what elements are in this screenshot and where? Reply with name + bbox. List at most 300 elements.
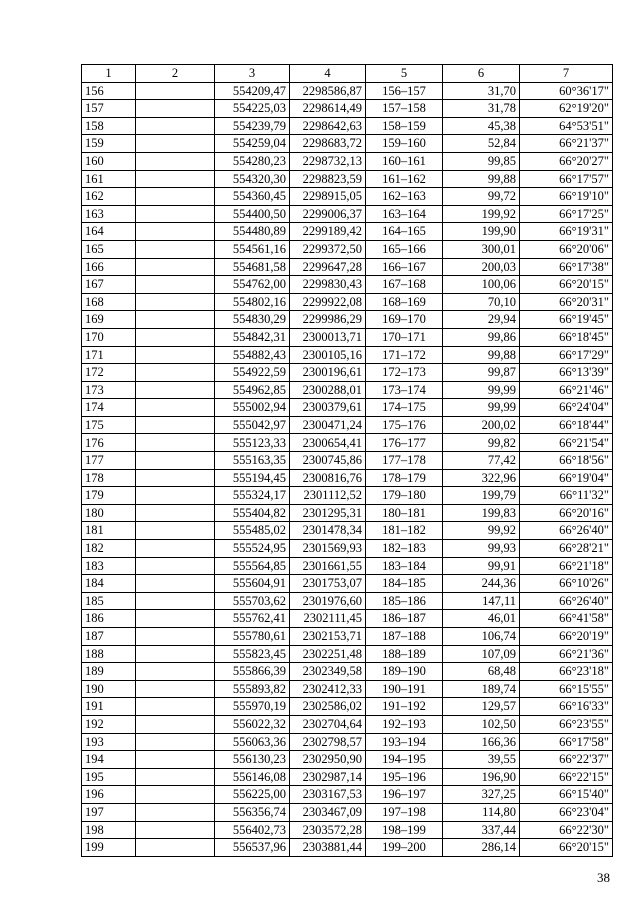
table-cell: 2302987,14 [290,768,366,786]
table-cell: 195 [82,768,136,786]
table-cell: 2298732,13 [290,152,366,170]
table-cell [136,698,215,716]
table-cell: 161–162 [366,170,443,188]
table-cell: 99,88 [443,346,520,364]
table-cell: 199,92 [443,205,520,223]
header-cell: 5 [366,65,443,83]
table-cell: 100,06 [443,276,520,294]
table-row [82,680,613,698]
table-cell: 2299647,28 [290,258,366,276]
table-cell: 166 [82,258,136,276]
table-cell: 99,88 [443,170,520,188]
table-cell: 192 [82,715,136,733]
table-cell: 554259,04 [215,135,290,153]
table-cell: 286,14 [443,839,520,857]
header-cell: 4 [290,65,366,83]
table-cell: 175 [82,416,136,434]
table-cell: 555564,85 [215,557,290,575]
header-cell: 3 [215,65,290,83]
table-cell: 66°20'16" [520,504,613,522]
table-cell: 66°28'21" [520,540,613,558]
table-cell: 183–184 [366,557,443,575]
table-row [82,328,613,346]
table-cell: 66°20'15" [520,839,613,857]
table-cell: 2300816,76 [290,469,366,487]
table-cell: 177 [82,452,136,470]
table-cell: 66°20'06" [520,240,613,258]
table-cell: 66°24'04" [520,399,613,417]
table-cell [136,311,215,329]
table-cell: 555194,45 [215,469,290,487]
table-cell [136,135,215,153]
table-cell: 554239,79 [215,117,290,135]
table-cell: 60°36'17" [520,82,613,100]
table-cell: 555324,17 [215,487,290,505]
table-row [82,821,613,839]
table-cell: 176 [82,434,136,452]
table-cell: 194–195 [366,751,443,769]
table-cell: 186–187 [366,610,443,628]
table-cell: 2301661,55 [290,557,366,575]
table-cell: 555123,33 [215,434,290,452]
table-cell [136,821,215,839]
table-cell: 556402,73 [215,821,290,839]
table-row [82,698,613,716]
table-cell: 45,38 [443,117,520,135]
table-cell [136,803,215,821]
table-cell: 64°53'51" [520,117,613,135]
table-cell: 554360,45 [215,188,290,206]
table-cell: 99,93 [443,540,520,558]
table-row [82,381,613,399]
table-cell: 199–200 [366,839,443,857]
table-cell: 66°13'39" [520,364,613,382]
table-cell: 2300471,24 [290,416,366,434]
table-cell: 2302586,02 [290,698,366,716]
table-cell [136,117,215,135]
table-cell [136,504,215,522]
table-row [82,364,613,382]
table-cell: 191 [82,698,136,716]
table-cell: 193 [82,733,136,751]
table-cell [136,733,215,751]
table-cell: 555604,91 [215,575,290,593]
table-body [82,65,613,857]
table-row [82,188,613,206]
table-cell: 66°21'18" [520,557,613,575]
table-cell: 189,74 [443,680,520,698]
table-cell: 158 [82,117,136,135]
table-cell [136,628,215,646]
table-cell [136,839,215,857]
table-cell: 77,42 [443,452,520,470]
table-cell: 179–180 [366,487,443,505]
table-cell: 165–166 [366,240,443,258]
table-cell: 173 [82,381,136,399]
table-cell: 555163,35 [215,452,290,470]
table-row [82,117,613,135]
table-row [82,276,613,294]
table-cell [136,575,215,593]
table-cell [136,434,215,452]
table-cell: 191–192 [366,698,443,716]
table-cell: 200,03 [443,258,520,276]
table-row [82,205,613,223]
table-cell: 66°19'31" [520,223,613,241]
table-cell: 159 [82,135,136,153]
table-cell [136,205,215,223]
table-cell: 66°19'45" [520,311,613,329]
table-row [82,399,613,417]
table-row [82,803,613,821]
table-cell: 129,57 [443,698,520,716]
table-cell: 159–160 [366,135,443,153]
table-cell: 163–164 [366,205,443,223]
table-cell: 66°17'38" [520,258,613,276]
table-row [82,487,613,505]
table-row [82,522,613,540]
table-cell: 2299830,43 [290,276,366,294]
table-cell: 556537,96 [215,839,290,857]
table-cell: 66°19'04" [520,469,613,487]
table-cell: 196–197 [366,786,443,804]
table-cell [136,751,215,769]
table-cell [136,522,215,540]
table-cell: 174–175 [366,399,443,417]
table-cell: 99,99 [443,381,520,399]
table-cell: 161 [82,170,136,188]
table-cell: 555762,41 [215,610,290,628]
table-cell: 554762,00 [215,276,290,294]
table-row [82,557,613,575]
table-cell: 199,83 [443,504,520,522]
table-cell: 555893,82 [215,680,290,698]
table-cell: 156 [82,82,136,100]
table-cell: 172 [82,364,136,382]
table-cell: 190–191 [366,680,443,698]
table-row [82,733,613,751]
table-cell: 173–174 [366,381,443,399]
table-cell: 2299372,50 [290,240,366,258]
table-cell: 2303467,09 [290,803,366,821]
table-cell: 66°15'40" [520,786,613,804]
table-cell: 179 [82,487,136,505]
table-cell: 167 [82,276,136,294]
table-cell: 2301112,52 [290,487,366,505]
table-cell: 66°19'10" [520,188,613,206]
table-cell: 66°20'31" [520,293,613,311]
table-cell: 196,90 [443,768,520,786]
table-row [82,663,613,681]
table-row [82,575,613,593]
table-cell: 2298642,63 [290,117,366,135]
table-cell: 66°11'32" [520,487,613,505]
table-cell: 66°23'18" [520,663,613,681]
table-cell: 187 [82,628,136,646]
table-cell: 2300379,61 [290,399,366,417]
table-cell: 2302251,48 [290,645,366,663]
table-cell [136,346,215,364]
table-cell: 68,48 [443,663,520,681]
table-cell: 2299006,37 [290,205,366,223]
table-cell: 170 [82,328,136,346]
table-row [82,416,613,434]
table-cell: 555823,45 [215,645,290,663]
table-cell: 62°19'20" [520,100,613,118]
table-cell: 198 [82,821,136,839]
table-cell: 554225,03 [215,100,290,118]
table-cell: 147,11 [443,592,520,610]
table-cell: 157 [82,100,136,118]
table-cell: 2300654,41 [290,434,366,452]
table-row [82,152,613,170]
table-cell: 2302412,33 [290,680,366,698]
table-cell: 170–171 [366,328,443,346]
table-cell [136,328,215,346]
header-cell: 6 [443,65,520,83]
table-cell: 66°22'37" [520,751,613,769]
table-cell: 195–196 [366,768,443,786]
table-cell: 160–161 [366,152,443,170]
table-cell: 199,79 [443,487,520,505]
table-cell: 158–159 [366,117,443,135]
table-cell: 2302798,57 [290,733,366,751]
table-cell: 2301753,07 [290,575,366,593]
table-cell: 555485,02 [215,522,290,540]
table-cell: 189 [82,663,136,681]
table-cell: 555780,61 [215,628,290,646]
table-cell: 66°21'37" [520,135,613,153]
table-row [82,610,613,628]
table-cell: 99,92 [443,522,520,540]
table-cell: 66°18'44" [520,416,613,434]
table-cell: 554681,58 [215,258,290,276]
table-cell: 2298823,59 [290,170,366,188]
table-cell [136,715,215,733]
table-cell: 2301569,93 [290,540,366,558]
table-cell: 178–179 [366,469,443,487]
table-cell: 337,44 [443,821,520,839]
table-cell [136,610,215,628]
table-row [82,135,613,153]
table-cell: 66°17'29" [520,346,613,364]
table-cell: 184–185 [366,575,443,593]
table-cell: 175–176 [366,416,443,434]
table-cell: 66°41'58" [520,610,613,628]
table-cell: 102,50 [443,715,520,733]
table-cell: 194 [82,751,136,769]
table-cell: 554561,16 [215,240,290,258]
table-cell: 162 [82,188,136,206]
table-row [82,258,613,276]
table-cell: 177–178 [366,452,443,470]
table-cell: 183 [82,557,136,575]
table-cell: 176–177 [366,434,443,452]
table-cell [136,592,215,610]
table-cell: 188 [82,645,136,663]
table-cell: 66°16'33" [520,698,613,716]
table-row [82,786,613,804]
table-cell [136,170,215,188]
table-cell [136,768,215,786]
table-cell: 163 [82,205,136,223]
table-cell: 52,84 [443,135,520,153]
table-cell: 66°20'15" [520,276,613,294]
table-cell: 2303572,28 [290,821,366,839]
table-cell: 66°18'45" [520,328,613,346]
table-cell: 188–189 [366,645,443,663]
table-row [82,82,613,100]
table-cell: 106,74 [443,628,520,646]
header-cell: 1 [82,65,136,83]
table-cell: 66°26'40" [520,522,613,540]
table-cell: 554400,50 [215,205,290,223]
table-cell: 556356,74 [215,803,290,821]
table-cell: 70,10 [443,293,520,311]
table-cell: 66°17'58" [520,733,613,751]
table-cell: 99,91 [443,557,520,575]
table-row [82,645,613,663]
table-row [82,346,613,364]
table-cell [136,487,215,505]
table-cell [136,452,215,470]
table-cell: 2298586,87 [290,82,366,100]
table-cell: 66°17'57" [520,170,613,188]
table-cell: 66°26'40" [520,592,613,610]
table-cell [136,399,215,417]
table-row [82,839,613,857]
table-cell: 554962,85 [215,381,290,399]
table-cell: 185–186 [366,592,443,610]
table-cell [136,680,215,698]
table-cell: 169 [82,311,136,329]
table-cell: 196 [82,786,136,804]
table-cell: 556130,23 [215,751,290,769]
table-cell: 181–182 [366,522,443,540]
table-cell: 200,02 [443,416,520,434]
table-cell: 66°21'46" [520,381,613,399]
table-row [82,540,613,558]
table-cell: 556063,36 [215,733,290,751]
table-row [82,170,613,188]
table-cell: 66°10'26" [520,575,613,593]
table-cell: 166–167 [366,258,443,276]
table-cell: 2299189,42 [290,223,366,241]
table-cell: 180 [82,504,136,522]
table-cell [136,540,215,558]
table-cell: 555042,97 [215,416,290,434]
table-cell: 2300288,01 [290,381,366,399]
table-cell: 2299986,29 [290,311,366,329]
table-cell: 2298683,72 [290,135,366,153]
table-cell: 555404,82 [215,504,290,522]
table-cell: 156–157 [366,82,443,100]
table-cell: 2303167,53 [290,786,366,804]
table-cell: 99,87 [443,364,520,382]
table-row [82,311,613,329]
table-cell: 2303881,44 [290,839,366,857]
table-cell: 554830,29 [215,311,290,329]
page-number: 38 [597,870,610,885]
table-row [82,100,613,118]
table-cell: 66°18'56" [520,452,613,470]
table-cell [136,645,215,663]
table-cell: 554802,16 [215,293,290,311]
table-cell [136,663,215,681]
table-cell: 2298614,49 [290,100,366,118]
table-cell: 2301478,34 [290,522,366,540]
table-cell: 2302153,71 [290,628,366,646]
table-cell: 2302950,90 [290,751,366,769]
table-cell: 2300196,61 [290,364,366,382]
table-cell: 190 [82,680,136,698]
table-cell: 556146,08 [215,768,290,786]
header-cell: 2 [136,65,215,83]
table-cell: 554209,47 [215,82,290,100]
table-cell [136,82,215,100]
table-cell: 164–165 [366,223,443,241]
table-cell [136,188,215,206]
table-row [82,293,613,311]
table-cell: 2301295,31 [290,504,366,522]
table-cell: 66°17'25" [520,205,613,223]
table-cell: 66°15'55" [520,680,613,698]
table-cell: 2302111,45 [290,610,366,628]
table-cell: 2300013,71 [290,328,366,346]
table-cell: 46,01 [443,610,520,628]
table-cell [136,258,215,276]
table-cell: 39,55 [443,751,520,769]
table-cell: 168–169 [366,293,443,311]
table-cell: 300,01 [443,240,520,258]
table-cell: 185 [82,592,136,610]
table-row [82,751,613,769]
table-cell: 186 [82,610,136,628]
table-cell: 554842,31 [215,328,290,346]
table-cell: 198–199 [366,821,443,839]
table-row [82,469,613,487]
header-row [82,65,613,83]
table-cell: 172–173 [366,364,443,382]
table-cell: 182 [82,540,136,558]
table-cell: 199 [82,839,136,857]
table-cell: 99,72 [443,188,520,206]
table-cell: 160 [82,152,136,170]
table-cell: 555524,95 [215,540,290,558]
table-cell: 180–181 [366,504,443,522]
table-cell: 554280,23 [215,152,290,170]
table-row [82,628,613,646]
table-cell [136,416,215,434]
table-cell: 189–190 [366,663,443,681]
table-cell [136,293,215,311]
table-cell [136,223,215,241]
table-cell: 2300105,16 [290,346,366,364]
table-cell: 162–163 [366,188,443,206]
table-cell: 99,86 [443,328,520,346]
table-cell: 171–172 [366,346,443,364]
header-cell: 7 [520,65,613,83]
table-cell: 182–183 [366,540,443,558]
table-cell: 2300745,86 [290,452,366,470]
table-row [82,768,613,786]
table-cell: 99,99 [443,399,520,417]
table-cell [136,469,215,487]
table-cell: 66°23'55" [520,715,613,733]
table-cell: 554922,59 [215,364,290,382]
table-cell: 66°20'27" [520,152,613,170]
table-cell: 322,96 [443,469,520,487]
